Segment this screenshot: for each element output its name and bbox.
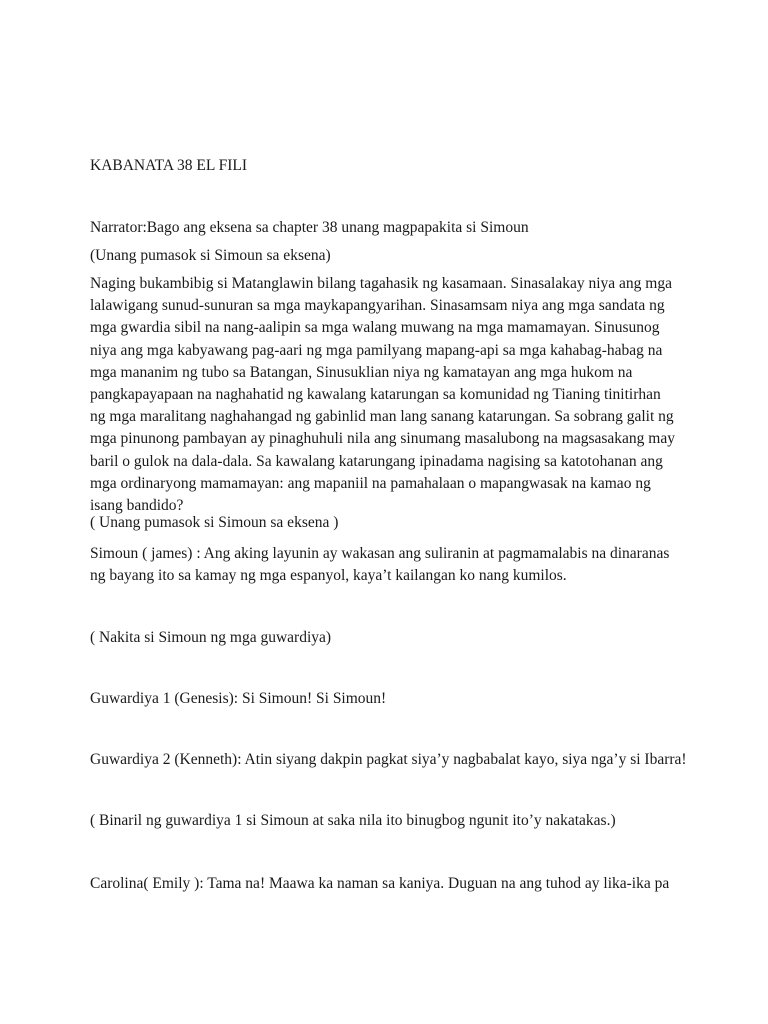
dialogue-carolina: Carolina( Emily ): Tama na! Maawa ka naman sa kaniya. Duguan na ang tuhod ay lika-ika pa — [90, 875, 670, 892]
dialogue-guard-1: Guwardiya 1 (Genesis): Si Simoun! Si Simoun! — [90, 690, 387, 707]
dialogue-guard-2: Guwardiya 2 (Kenneth): Atin siyang dakpin pagkat siya’y nagbabalat kayo, siya nga’y si Ibarra! — [90, 751, 687, 768]
narration-paragraph: Naging bukambibig si Matanglawin bilang tagahasik ng kasamaan. Sinasalakay niya ang mga lalawigang sunud-sunuran sa mga maykapangyarihan. Sinasamsam niya ang mga sandata ng mga gwardia sibil na nang-aalipin sa mga walang muwang na mga mamamayan. Sinusunog niya ang mga kabyawang pag-aari ng mga pamilyang mapang-api sa mga kahabag-habag na mga mananim ng tubo sa Batangan, Sinusuklian niya ng kamatayan ang mga hukom na pangkapayapaan na naghahatid ng kawalang katarungan sa komunidad ng Tianing tinitirhan ng mga maralitang naghahangad ng gabinlid man lang sanang katarungan. Sa sobrang galit ng mga pinunong pambayan ay pinaghuhuli nila ang sinumang masalubong na magsasakang may baril o gulok na dala-dala. Sa kawalang katarungang ipinadama nagising sa katotohanan ang mga ordinaryong mamamayan: ang mapaniil na pamahalaan o mapangwasak na kamao ng isang bandido? — [90, 275, 675, 515]
dialogue-simoun: Simoun ( james) : Ang aking layunin ay wakasan ang suliranin at pagmamalabis na dinaranas ng bayang ito sa kamay ng mga espanyol, kaya’t kailangan ko nang kumilos. — [90, 545, 670, 584]
stage-direction: (Unang pumasok si Simoun sa eksena) — [90, 247, 331, 264]
stage-direction: ( Unang pumasok si Simoun sa eksena ) — [90, 514, 339, 531]
stage-direction: ( Binaril ng guwardiya 1 si Simoun at saka nila ito binugbog ngunit ito’y nakatakas.) — [90, 812, 616, 829]
stage-direction: ( Nakita si Simoun ng mga guwardiya) — [90, 629, 332, 646]
document-title: KABANATA 38 EL FILI — [90, 157, 248, 174]
narrator-line: Narrator:Bago ang eksena sa chapter 38 unang magpapakita si Simoun — [90, 219, 529, 236]
